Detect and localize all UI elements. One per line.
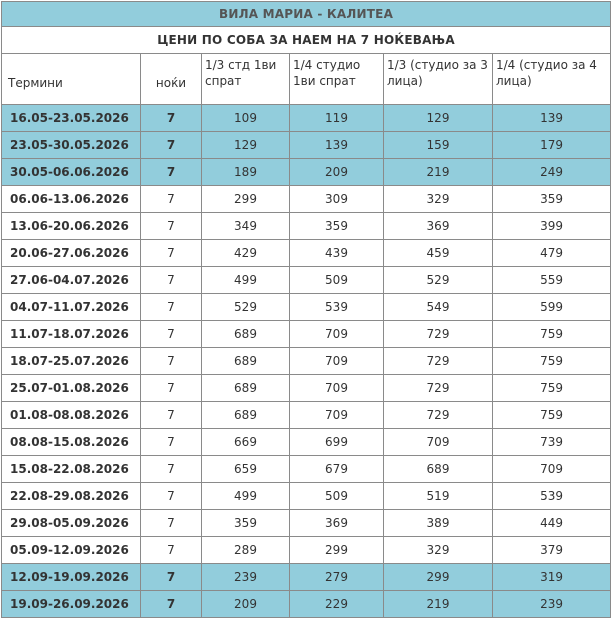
- price-cell-4: 359: [493, 186, 611, 213]
- nights-cell: 7: [141, 213, 202, 240]
- header-price-1: 1/3 стд 1ви спрат: [202, 54, 290, 105]
- price-cell-4: 239: [493, 591, 611, 618]
- price-cell-3: 689: [384, 456, 493, 483]
- price-cell-2: 369: [290, 510, 384, 537]
- price-cell-3: 299: [384, 564, 493, 591]
- table-row: [2, 483, 611, 510]
- price-cell-1: 189: [202, 159, 290, 186]
- price-cell-3: 159: [384, 132, 493, 159]
- table-row: [2, 132, 611, 159]
- term-cell: 30.05-06.06.2026: [2, 159, 141, 186]
- table-row: [2, 159, 611, 186]
- table-row: [2, 105, 611, 132]
- price-cell-1: 209: [202, 591, 290, 618]
- price-table-wrapper: [1, 1, 611, 618]
- price-cell-3: 729: [384, 348, 493, 375]
- price-cell-1: 429: [202, 240, 290, 267]
- price-cell-2: 709: [290, 375, 384, 402]
- subtitle-row: [2, 27, 611, 54]
- table-row: [2, 321, 611, 348]
- price-cell-1: 669: [202, 429, 290, 456]
- price-cell-2: 539: [290, 294, 384, 321]
- table-row: [2, 591, 611, 618]
- term-cell: 13.06-20.06.2026: [2, 213, 141, 240]
- price-cell-2: 709: [290, 348, 384, 375]
- price-cell-4: 479: [493, 240, 611, 267]
- price-cell-1: 529: [202, 294, 290, 321]
- term-cell: 18.07-25.07.2026: [2, 348, 141, 375]
- price-cell-3: 709: [384, 429, 493, 456]
- price-cell-3: 329: [384, 186, 493, 213]
- term-cell: 16.05-23.05.2026: [2, 105, 141, 132]
- term-cell: 11.07-18.07.2026: [2, 321, 141, 348]
- term-cell: 27.06-04.07.2026: [2, 267, 141, 294]
- price-cell-4: 319: [493, 564, 611, 591]
- nights-cell: 7: [141, 186, 202, 213]
- table-row: [2, 564, 611, 591]
- price-cell-4: 599: [493, 294, 611, 321]
- table-row: [2, 294, 611, 321]
- nights-cell: 7: [141, 456, 202, 483]
- price-cell-3: 729: [384, 321, 493, 348]
- term-cell: 15.08-22.08.2026: [2, 456, 141, 483]
- table-row: [2, 456, 611, 483]
- term-cell: 08.08-15.08.2026: [2, 429, 141, 456]
- nights-cell: 7: [141, 483, 202, 510]
- price-cell-2: 709: [290, 402, 384, 429]
- price-cell-4: 759: [493, 402, 611, 429]
- price-cell-1: 499: [202, 483, 290, 510]
- table-row: [2, 186, 611, 213]
- nights-cell: 7: [141, 105, 202, 132]
- price-cell-4: 449: [493, 510, 611, 537]
- nights-cell: 7: [141, 429, 202, 456]
- price-cell-3: 529: [384, 267, 493, 294]
- price-cell-1: 689: [202, 402, 290, 429]
- nights-cell: 7: [141, 159, 202, 186]
- title-row: [2, 2, 611, 27]
- table-row: [2, 213, 611, 240]
- term-cell: 25.07-01.08.2026: [2, 375, 141, 402]
- price-cell-2: 679: [290, 456, 384, 483]
- nights-cell: 7: [141, 348, 202, 375]
- nights-cell: 7: [141, 132, 202, 159]
- price-cell-1: 499: [202, 267, 290, 294]
- price-cell-2: 119: [290, 105, 384, 132]
- price-cell-2: 279: [290, 564, 384, 591]
- price-cell-2: 699: [290, 429, 384, 456]
- price-cell-1: 349: [202, 213, 290, 240]
- price-cell-1: 689: [202, 348, 290, 375]
- table-row: [2, 348, 611, 375]
- header-term: Термини: [2, 54, 141, 105]
- price-cell-4: 399: [493, 213, 611, 240]
- term-cell: 20.06-27.06.2026: [2, 240, 141, 267]
- table-row: [2, 375, 611, 402]
- table-title: ВИЛА МАРИА - КАЛИТЕА: [2, 2, 611, 27]
- price-cell-1: 689: [202, 375, 290, 402]
- price-cell-2: 309: [290, 186, 384, 213]
- price-cell-3: 459: [384, 240, 493, 267]
- price-cell-3: 549: [384, 294, 493, 321]
- nights-cell: 7: [141, 564, 202, 591]
- price-cell-4: 179: [493, 132, 611, 159]
- price-cell-3: 129: [384, 105, 493, 132]
- term-cell: 05.09-12.09.2026: [2, 537, 141, 564]
- term-cell: 12.09-19.09.2026: [2, 564, 141, 591]
- price-cell-4: 759: [493, 375, 611, 402]
- price-cell-1: 289: [202, 537, 290, 564]
- price-cell-4: 379: [493, 537, 611, 564]
- header-price-3: 1/3 (студио за 3 лица): [384, 54, 493, 105]
- price-cell-4: 759: [493, 321, 611, 348]
- price-cell-2: 509: [290, 267, 384, 294]
- price-cell-2: 509: [290, 483, 384, 510]
- term-cell: 22.08-29.08.2026: [2, 483, 141, 510]
- price-table: [1, 1, 611, 618]
- price-cell-2: 299: [290, 537, 384, 564]
- price-cell-4: 139: [493, 105, 611, 132]
- nights-cell: 7: [141, 510, 202, 537]
- nights-cell: 7: [141, 537, 202, 564]
- price-cell-2: 229: [290, 591, 384, 618]
- nights-cell: 7: [141, 375, 202, 402]
- price-cell-3: 519: [384, 483, 493, 510]
- price-cell-2: 359: [290, 213, 384, 240]
- nights-cell: 7: [141, 321, 202, 348]
- price-cell-1: 129: [202, 132, 290, 159]
- nights-cell: 7: [141, 240, 202, 267]
- header-row: [2, 54, 611, 105]
- term-cell: 23.05-30.05.2026: [2, 132, 141, 159]
- table-row: [2, 267, 611, 294]
- table-row: [2, 402, 611, 429]
- table-row: [2, 240, 611, 267]
- price-cell-3: 369: [384, 213, 493, 240]
- price-cell-1: 109: [202, 105, 290, 132]
- price-cell-4: 759: [493, 348, 611, 375]
- price-cell-4: 249: [493, 159, 611, 186]
- table-row: [2, 510, 611, 537]
- header-nights: ноќи: [141, 54, 202, 105]
- price-cell-4: 709: [493, 456, 611, 483]
- term-cell: 04.07-11.07.2026: [2, 294, 141, 321]
- nights-cell: 7: [141, 591, 202, 618]
- term-cell: 01.08-08.08.2026: [2, 402, 141, 429]
- nights-cell: 7: [141, 402, 202, 429]
- term-cell: 19.09-26.09.2026: [2, 591, 141, 618]
- table-row: [2, 537, 611, 564]
- price-cell-1: 689: [202, 321, 290, 348]
- price-cell-1: 299: [202, 186, 290, 213]
- nights-cell: 7: [141, 267, 202, 294]
- price-cell-2: 709: [290, 321, 384, 348]
- price-cell-3: 219: [384, 159, 493, 186]
- term-cell: 29.08-05.09.2026: [2, 510, 141, 537]
- price-cell-1: 239: [202, 564, 290, 591]
- price-cell-3: 219: [384, 591, 493, 618]
- header-price-2: 1/4 студио 1ви спрат: [290, 54, 384, 105]
- price-cell-4: 559: [493, 267, 611, 294]
- price-cell-2: 439: [290, 240, 384, 267]
- price-cell-4: 739: [493, 429, 611, 456]
- nights-cell: 7: [141, 294, 202, 321]
- price-cell-4: 539: [493, 483, 611, 510]
- price-cell-2: 139: [290, 132, 384, 159]
- price-cell-3: 329: [384, 537, 493, 564]
- table-row: [2, 429, 611, 456]
- price-cell-3: 389: [384, 510, 493, 537]
- price-cell-1: 359: [202, 510, 290, 537]
- term-cell: 06.06-13.06.2026: [2, 186, 141, 213]
- price-cell-3: 729: [384, 402, 493, 429]
- price-cell-2: 209: [290, 159, 384, 186]
- header-price-4: 1/4 (студио за 4 лица): [493, 54, 611, 105]
- table-subtitle: ЦЕНИ ПО СОБА ЗА НАЕМ НА 7 НОЌЕВАЊА: [2, 27, 611, 54]
- price-cell-1: 659: [202, 456, 290, 483]
- price-cell-3: 729: [384, 375, 493, 402]
